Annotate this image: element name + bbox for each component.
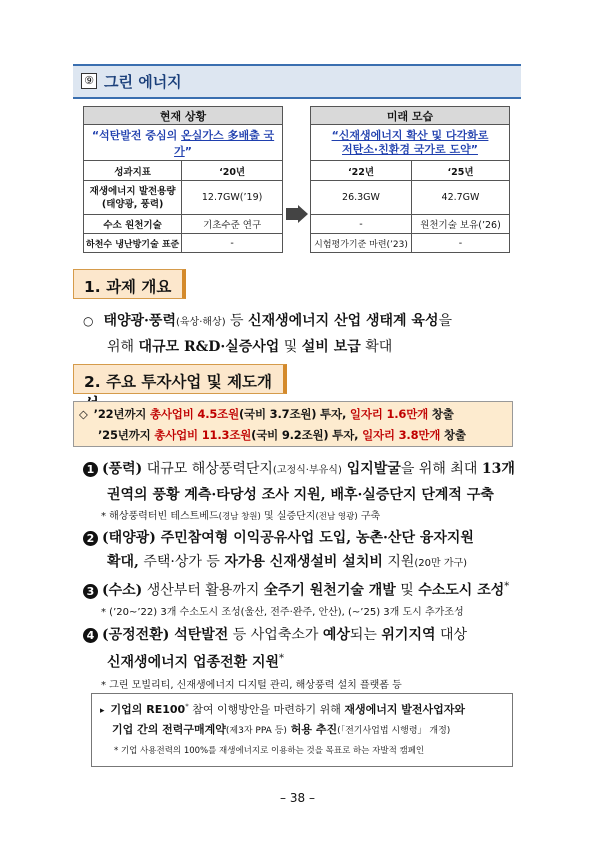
re100-line-2: 기업 간의 전력구매계약(제3자 PPA 등) 허용 추진(「전기사업법 시행령」 개정) [112,723,451,736]
future-title: 미래 모습 [311,107,510,125]
section-2-heading: 2. 주요 투자사업 및 제도개 [73,364,287,394]
current-title: 현재 상황 [84,107,283,125]
item-1-number-icon: 1 [83,462,98,477]
section-title: 그린 에너지 [104,73,182,91]
investment-summary-box [73,401,513,447]
page-number: – 38 – [280,791,315,805]
col-year-22: ‘22년 [311,161,412,181]
item-wind: 1 (풍력) 대규모 해상풍력단지(고정식·부유식) 입지발굴을 위해 최대 13개 권역의 풍황 계측·타당성 조사 지원, 배후·실증단지 단계적 구축 * 해상풍력터빈 테스트베드(경남 창원) 및 실증단지(전남 영광) 구축 [83,457,523,527]
future-quote: “신재생에너지 확산 및 다각화로 저탄소·친환경 국가로 도약” [311,125,510,161]
item-solar: 2 (태양광) 주민참여형 이익공유사업 도입, 농촌·산단 융자지원 확대, 주택·상가 등 자가용 신재생설비 설치비 지원(20만 가구) [83,526,523,576]
col-year-20: ‘20년 [182,161,283,181]
col-year-25: ‘25년 [412,161,510,181]
section-1-heading: 1. 과제 개요 [73,269,186,299]
item-4-number-icon: 4 [83,628,98,643]
re100-box [91,693,513,767]
item-hydrogen: 3 (수소) 생산부터 활용까지 全주기 원천기술 개발 및 수소도시 조성* * (’20~’22) 3개 수소도시 조성(울산, 전주·완주, 안산), (~’25) 3개 도시 추가조성 [83,575,523,623]
overview-paragraph: ○ 태양광·풍력(육상·해상) 등 신재생에너지 산업 생태계 육성을 위해 대규모 R&D·실증사업 및 설비 보급 확대 [83,313,453,355]
row-value-river: - [182,234,283,253]
investment-line-2025: ’25년까지 총사업비 11.3조원(국비 9.2조원) 투자, 일자리 3.8만개 창출 [98,428,466,442]
future-hydrogen-25: 원천기술 보유(’26) [412,215,510,234]
row-label-renewable: 재생에너지 발전용량 (태양광, 풍력) [84,181,182,215]
row-label-river: 하천수 냉난방기술 표준 [84,234,182,253]
current-status-table [83,106,283,253]
future-renewable-25: 42.7GW [412,181,510,215]
re100-line-1: ▸ 기업의 RE100* 참여 이행방안을 마련하기 위해 재생에너지 발전사업자와 [100,702,466,716]
row-label-hydrogen: 수소 원천기술 [84,215,182,234]
item-3-number-icon: 3 [83,584,98,599]
future-renewable-22: 26.3GW [311,181,412,215]
current-quote: “석탄발전 중심의 온실가스 多배출 국가” [84,125,283,161]
section-header [73,66,521,97]
row-value-renewable: 12.7GW(’19) [182,181,283,215]
item-2-number-icon: 2 [83,531,98,546]
row-value-hydrogen: 기초수준 연구 [182,215,283,234]
future-river-22: 시험평가기준 마련(’23) [311,234,412,253]
section-number: ⑨ [81,73,97,89]
investment-line-2022: ◇ ’22년까지 총사업비 4.5조원(국비 3.7조원) 투자, 일자리 1.6만개 창출 [79,407,454,421]
future-hydrogen-22: - [311,215,412,234]
re100-footnote: * 기업 사용전력의 100%를 재생에너지로 이용하는 것을 목표로 하는 자발적 캠페인 [114,746,425,756]
item-transition: 4 (공정전환) 석탄발전 등 사업축소가 예상되는 위기지역 대상 신재생에너지 업종전환 지원* * 그린 모빌리티, 신재생에너지 디지털 관리, 해상풍력 설치 플랫폼 등 [83,623,523,697]
future-status-table [310,106,510,253]
header-bottom-rule [73,97,521,99]
col-indicator: 성과지표 [84,161,182,181]
arrow-right-icon [286,205,308,223]
future-river-25: - [412,234,510,253]
